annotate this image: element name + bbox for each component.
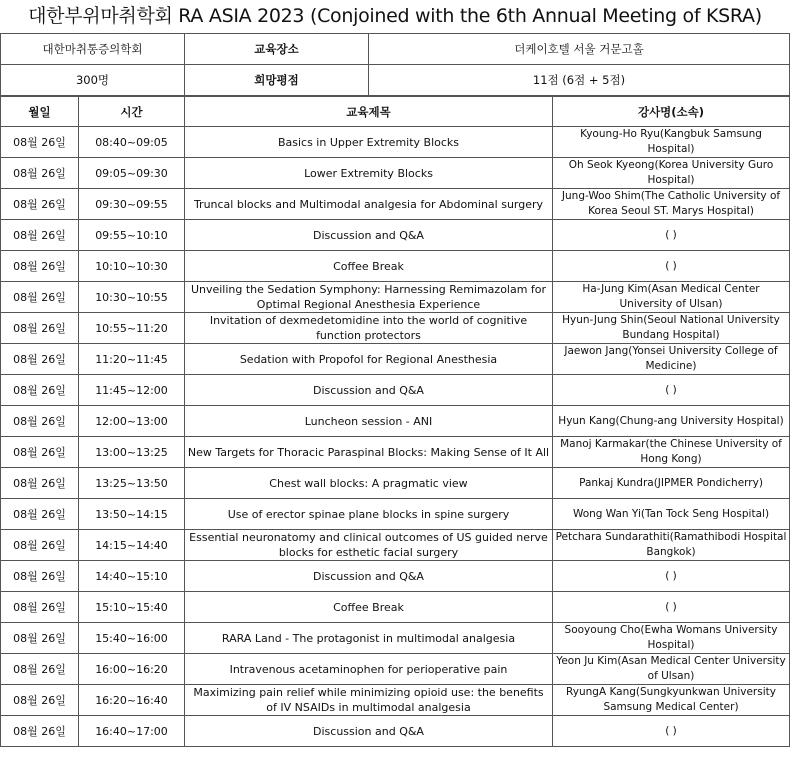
capacity-value: 300명 — [1, 65, 185, 96]
topic-cell: New Targets for Thoracic Paraspinal Blocks: Making Sense of It All — [185, 437, 553, 468]
speaker-cell: Wong Wan Yi(Tan Tock Seng Hospital) — [553, 499, 790, 530]
time-cell: 13:50~14:15 — [79, 499, 185, 530]
date-cell: 08월 26일 — [1, 375, 79, 406]
time-cell: 08:40~09:05 — [79, 127, 185, 158]
speaker-cell: ( ) — [553, 561, 790, 592]
course-info-table — [0, 33, 790, 96]
date-cell: 08월 26일 — [1, 220, 79, 251]
date-cell: 08월 26일 — [1, 561, 79, 592]
date-cell: 08월 26일 — [1, 127, 79, 158]
speaker-cell: ( ) — [553, 220, 790, 251]
time-cell: 14:15~14:40 — [79, 530, 185, 561]
time-cell: 11:20~11:45 — [79, 344, 185, 375]
topic-cell: Lower Extremity Blocks — [185, 158, 553, 189]
table-row — [1, 654, 790, 685]
time-cell: 10:30~10:55 — [79, 282, 185, 313]
table-row — [1, 468, 790, 499]
time-cell: 14:40~15:10 — [79, 561, 185, 592]
time-cell: 09:55~10:10 — [79, 220, 185, 251]
time-cell: 09:05~09:30 — [79, 158, 185, 189]
topic-cell: Chest wall blocks: A pragmatic view — [185, 468, 553, 499]
date-cell: 08월 26일 — [1, 530, 79, 561]
table-row — [1, 220, 790, 251]
date-cell: 08월 26일 — [1, 468, 79, 499]
table-row — [1, 437, 790, 468]
date-cell: 08월 26일 — [1, 437, 79, 468]
time-cell: 10:55~11:20 — [79, 313, 185, 344]
topic-cell: Discussion and Q&A — [185, 220, 553, 251]
points-value: 11점 (6점 + 5점) — [369, 65, 790, 96]
date-cell: 08월 26일 — [1, 623, 79, 654]
time-cell: 11:45~12:00 — [79, 375, 185, 406]
schedule-table — [0, 96, 790, 747]
speaker-cell: Hyun Kang(Chung-ang University Hospital) — [553, 406, 790, 437]
topic-cell: Sedation with Propofol for Regional Anesthesia — [185, 344, 553, 375]
speaker-cell: Yeon Ju Kim(Asan Medical Center University of Ulsan) — [553, 654, 790, 685]
topic-cell: Maximizing pain relief while minimizing opioid use: the benefits of IV NSAIDs in multimodal analgesia — [185, 685, 553, 716]
table-row — [1, 716, 790, 747]
time-cell: 13:00~13:25 — [79, 437, 185, 468]
time-cell: 15:10~15:40 — [79, 592, 185, 623]
topic-cell: Coffee Break — [185, 251, 553, 282]
date-cell: 08월 26일 — [1, 499, 79, 530]
header-topic: 교육제목 — [185, 97, 553, 127]
time-cell: 16:00~16:20 — [79, 654, 185, 685]
info-row-venue — [1, 34, 790, 65]
speaker-cell: ( ) — [553, 251, 790, 282]
speaker-cell: ( ) — [553, 375, 790, 406]
topic-cell: Use of erector spinae plane blocks in spine surgery — [185, 499, 553, 530]
date-cell: 08월 26일 — [1, 189, 79, 220]
topic-cell: Intravenous acetaminophen for perioperative pain — [185, 654, 553, 685]
organizer-value: 대한마취통증의학회 — [1, 34, 185, 65]
date-cell: 08월 26일 — [1, 313, 79, 344]
date-cell: 08월 26일 — [1, 592, 79, 623]
table-row — [1, 344, 790, 375]
speaker-cell: Sooyoung Cho(Ewha Womans University Hospital) — [553, 623, 790, 654]
venue-label: 교육장소 — [185, 34, 369, 65]
venue-value: 더케이호텔 서울 거문고홀 — [369, 34, 790, 65]
date-cell: 08월 26일 — [1, 344, 79, 375]
points-label: 희망평점 — [185, 65, 369, 96]
table-row — [1, 623, 790, 654]
topic-cell: RARA Land - The protagonist in multimodal analgesia — [185, 623, 553, 654]
time-cell: 16:40~17:00 — [79, 716, 185, 747]
speaker-cell: Jaewon Jang(Yonsei University College of Medicine) — [553, 344, 790, 375]
date-cell: 08월 26일 — [1, 282, 79, 313]
speaker-cell: Petchara Sundarathiti(Ramathibodi Hospital Bangkok) — [553, 530, 790, 561]
topic-cell: Invitation of dexmedetomidine into the world of cognitive function protectors — [185, 313, 553, 344]
time-cell: 09:30~09:55 — [79, 189, 185, 220]
header-speaker: 강사명(소속) — [553, 97, 790, 127]
info-row-points — [1, 65, 790, 96]
date-cell: 08월 26일 — [1, 685, 79, 716]
date-cell: 08월 26일 — [1, 251, 79, 282]
table-row — [1, 685, 790, 716]
time-cell: 13:25~13:50 — [79, 468, 185, 499]
topic-cell: Luncheon session - ANI — [185, 406, 553, 437]
table-row — [1, 251, 790, 282]
topic-cell: Essential neuronatomy and clinical outcomes of US guided nerve blocks for esthetic facial surgery — [185, 530, 553, 561]
topic-cell: Coffee Break — [185, 592, 553, 623]
topic-cell: Basics in Upper Extremity Blocks — [185, 127, 553, 158]
table-row — [1, 499, 790, 530]
table-row — [1, 592, 790, 623]
topic-cell: Discussion and Q&A — [185, 716, 553, 747]
table-row — [1, 406, 790, 437]
time-cell: 10:10~10:30 — [79, 251, 185, 282]
header-date: 월일 — [1, 97, 79, 127]
topic-cell: Unveiling the Sedation Symphony: Harnessing Remimazolam for Optimal Regional Anesthesia Experience — [185, 282, 553, 313]
date-cell: 08월 26일 — [1, 406, 79, 437]
table-row — [1, 313, 790, 344]
topic-cell: Discussion and Q&A — [185, 375, 553, 406]
table-row — [1, 158, 790, 189]
table-row — [1, 189, 790, 220]
date-cell: 08월 26일 — [1, 716, 79, 747]
table-row — [1, 530, 790, 561]
date-cell: 08월 26일 — [1, 158, 79, 189]
time-cell: 16:20~16:40 — [79, 685, 185, 716]
table-row — [1, 375, 790, 406]
topic-cell: Truncal blocks and Multimodal analgesia for Abdominal surgery — [185, 189, 553, 220]
time-cell: 15:40~16:00 — [79, 623, 185, 654]
table-row — [1, 127, 790, 158]
speaker-cell: Manoj Karmakar(the Chinese University of Hong Kong) — [553, 437, 790, 468]
schedule-header-row — [1, 97, 790, 127]
page-title: 대한부위마취학회 RA ASIA 2023 (Conjoined with the 6th Annual Meeting of KSRA) — [28, 5, 762, 27]
speaker-cell: Pankaj Kundra(JIPMER Pondicherry) — [553, 468, 790, 499]
topic-cell: Discussion and Q&A — [185, 561, 553, 592]
speaker-cell: RyungA Kang(Sungkyunkwan University Samsung Medical Center) — [553, 685, 790, 716]
speaker-cell: Jung-Woo Shim(The Catholic University of Korea Seoul ST. Marys Hospital) — [553, 189, 790, 220]
speaker-cell: ( ) — [553, 592, 790, 623]
speaker-cell: Kyoung-Ho Ryu(Kangbuk Samsung Hospital) — [553, 127, 790, 158]
speaker-cell: Oh Seok Kyeong(Korea University Guro Hospital) — [553, 158, 790, 189]
speaker-cell: Ha-Jung Kim(Asan Medical Center University of Ulsan) — [553, 282, 790, 313]
table-row — [1, 561, 790, 592]
header-time: 시간 — [79, 97, 185, 127]
speaker-cell: Hyun-Jung Shin(Seoul National University Bundang Hospital) — [553, 313, 790, 344]
speaker-cell: ( ) — [553, 716, 790, 747]
time-cell: 12:00~13:00 — [79, 406, 185, 437]
table-row — [1, 282, 790, 313]
date-cell: 08월 26일 — [1, 654, 79, 685]
